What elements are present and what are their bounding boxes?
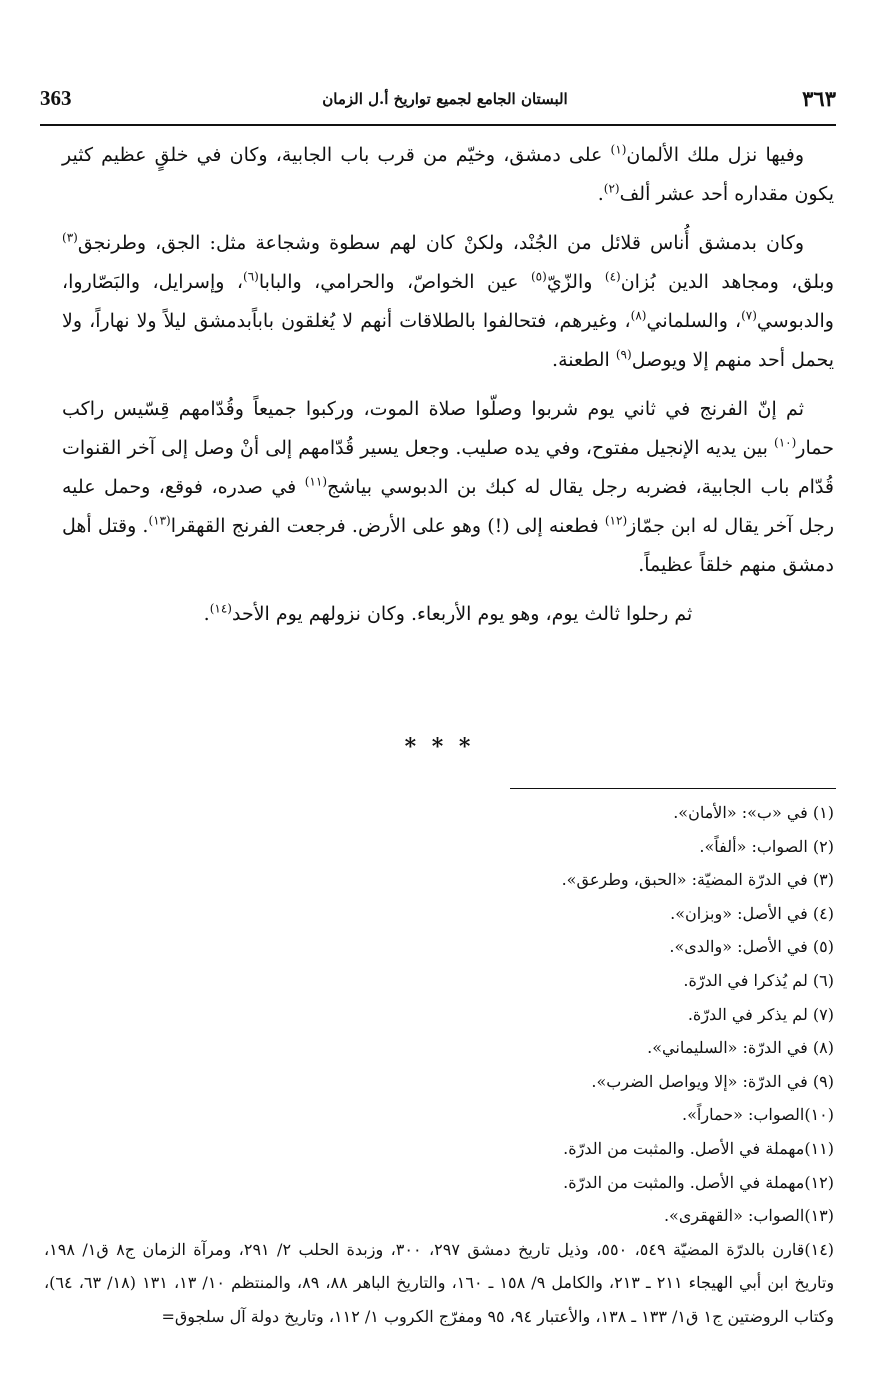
- running-title: البستان الجامع لجميع تواريخ أ.ل الزمان: [322, 90, 568, 108]
- page-number-latin: 363: [40, 86, 72, 110]
- footnote-ref: (٩): [615, 347, 632, 362]
- footnote-ref: (٨): [630, 308, 647, 323]
- footnote: (١١)مهملة في الأصل. والمثبت من الدرّة.: [563, 1138, 834, 1158]
- paragraph-4: ثم رحلوا ثالث يوم، وهو يوم الأربعاء. وكان نزولهم يوم الأحد$^{(١٤)}$.: [203, 601, 693, 625]
- paragraph-1: وفيها نزل ملك الألمان$^{(١)}$ على دمشق، وخيّم من قرب باب الجابية، وكان في خلقٍ عظيم كثير يكون مقداره أحد عشر ألف$^{(٢)}$.: [62, 142, 834, 205]
- footnote: (٧) لم يذكر في الدرّة.: [687, 1004, 834, 1024]
- footnote-ref: (١١): [304, 474, 327, 489]
- footnote: (٤) في الأصل: «وبزان».: [670, 903, 834, 923]
- page-number-arabic: ٣٦٣: [802, 86, 836, 111]
- footnote: (٢) الصواب: «ألفاً».: [699, 836, 834, 856]
- footnote-ref: (٧): [741, 308, 757, 323]
- footnote-ref: (٢): [603, 181, 620, 196]
- footnote: (١٠)الصواب: «حماراً».: [682, 1105, 834, 1125]
- footnote: (٦) لم يُذكرا في الدرّة.: [683, 970, 834, 990]
- footnote-ref: (٤): [604, 269, 621, 284]
- footnote: (٨) في الدرّة: «السليماني».: [647, 1038, 834, 1058]
- footnote-ref: (١٤): [209, 601, 232, 616]
- footnote: (١٢)مهملة في الأصل. والمثبت من الدرّة.: [563, 1172, 834, 1192]
- main-text: [62, 136, 834, 644]
- footnote-ref: (١٢): [604, 513, 628, 528]
- footnotes: [44, 796, 834, 1334]
- paragraph-3: ثم إنّ الفرنج في ثاني يوم شربوا وصلّوا صلاة الموت، وركبوا جميعاً وقُدّامهم قِسّيس راكب حمار$^{(١٠)}$ بين يديه الإنجيل مفتوح، وفي يده صليب. وجعل يسير قُدّامهم إلى أنْ وصل إلى آخر القنوات قُدّام باب الجابية، فضربه رجل يقال له كبك بن الدبوسي بياشج$^{(١١)}$ في صدره، فوقع، وحمل عليه رجل آخر يقال له ابن جمّاز$^{(١٢)}$ فطعنه إلى (!) وهو على الأرض. فرجعت الفرنج القهقرا$^{(١٣)}$. وقتل أهل دمشق منهم خلقاً عظيماً.: [62, 398, 835, 576]
- footnote: (٣) في الدرّة المضيّة: «الحبق، وطرعق».: [561, 870, 834, 890]
- footnote: (١٣)الصواب: «القهقرى».: [663, 1206, 834, 1226]
- footnote-ref: (١٣): [148, 513, 171, 528]
- page-header: [40, 86, 836, 120]
- section-separator: * * *: [404, 734, 475, 760]
- footnote: (٥) في الأصل: «والدى».: [669, 937, 834, 957]
- footnote-rule: [510, 788, 836, 789]
- footnote-ref: (٣): [62, 230, 78, 245]
- footnote: (١) في «ب»: «الأمان».: [673, 803, 834, 822]
- footnote: (٩) في الدرّة: «إلا ويواصل الضرب».: [591, 1071, 834, 1091]
- footnote-ref: (١): [610, 142, 627, 157]
- footnote-ref: (١٠): [774, 435, 797, 450]
- footnote-ref: (٥): [530, 269, 547, 284]
- paragraph-2: وكان بدمشق أُناس قلائل من الجُنْد، ولكنْ كان لهم سطوة وشجاعة مثل: الجق، وطرنجق$^{(٣)}$ وبلق، ومجاهد الدين بُزان$^{(٤)}$ والزّيّ$^{(٥)}$ عين الخواصّ، والحرامي، والبابا$^{(٦)}$، وإسرايل، والبَصّاروا، والدبوسي$^{(٧)}$، والسلماني$^{(٨)}$، وغيرهم، فتحالفوا بالطلاقات أنهم لا يُغلقون باباًبدمشق ليلاً ولا نهاراً، ولا يحمل أحد منهم إلا ويوصل$^{(٩)}$ الطعنة.: [62, 230, 834, 371]
- footnote: (١٤)قارن بالدرّة المضيّة ٥٤٩، ٥٥٠، وذيل تاريخ دمشق ٢٩٧، ٣٠٠، وزبدة الحلب ٢/ ٢٩١، ومرآة الزمان ج٨ ق١/ ١٩٨، وتاريخ ابن أبي الهيجاء ٢١١ ـ ٢١٣، والكامل ٩/ ١٥٨ ـ ١٦٠، والتاريخ الباهر ٨٨، ٨٩، والمنتظم ١٠/ ١٣، ١٣١ (١٨/ ٦٣، ٦٤)، وكتاب الروضتين ج١ ق١/ ١٣٣ ـ ١٣٨، والأعتبار ٩٤، ٩٥ ومفرّج الكروب ١/ ١١٢، وتاريخ دولة آل سلجوق=: [44, 1239, 835, 1326]
- footnote-ref: (٦): [243, 269, 259, 284]
- header-rule: [40, 124, 836, 126]
